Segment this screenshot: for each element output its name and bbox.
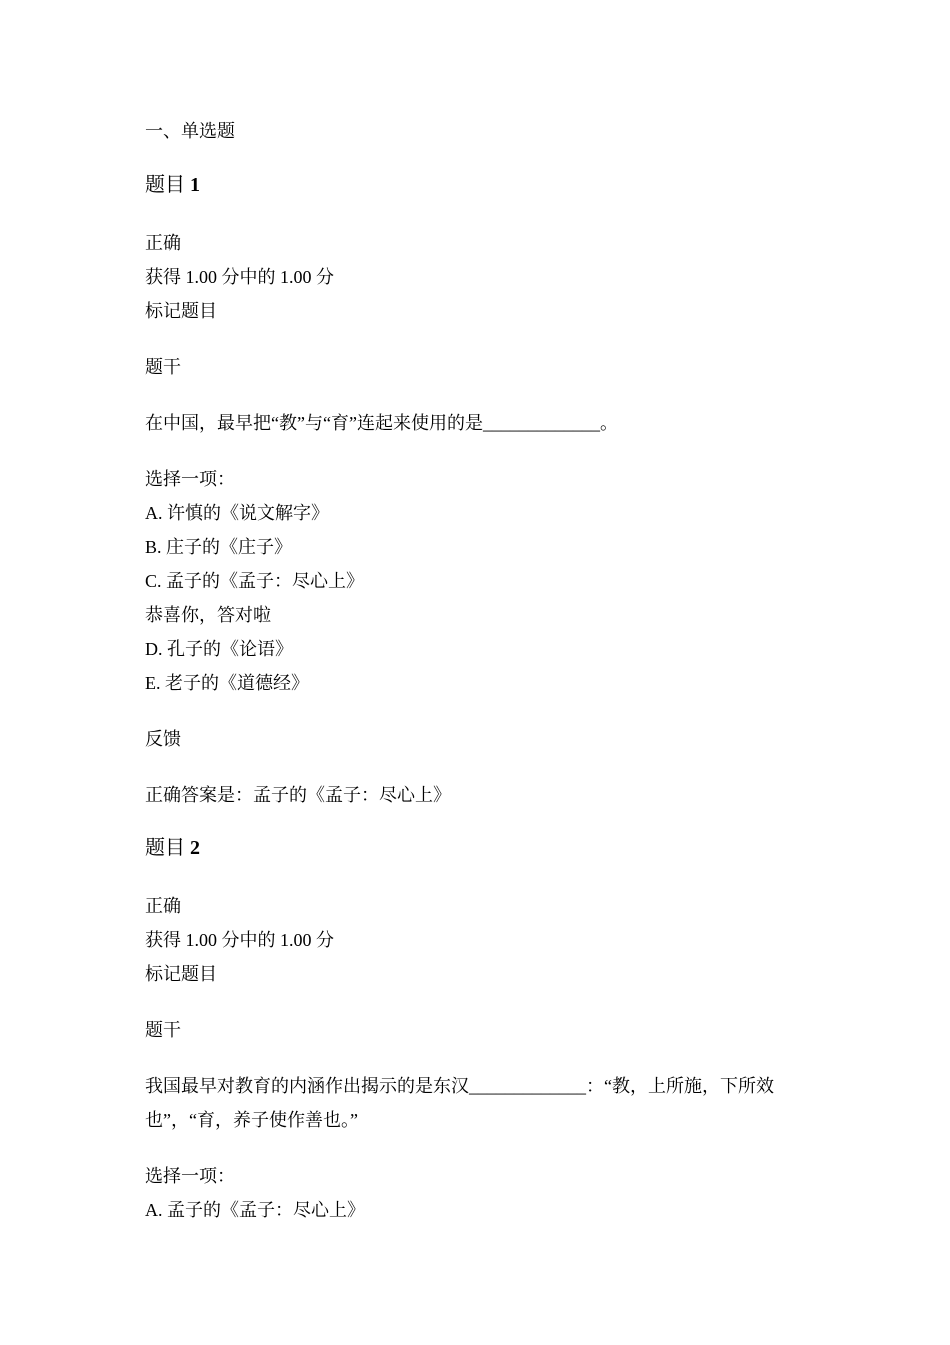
stem-label: 题干 <box>145 357 181 377</box>
choose-label: 选择一项： <box>145 1166 235 1186</box>
answer-option[interactable]: C. 孟子的《孟子：尽心上》 <box>145 571 365 591</box>
question-stem: 在中国，最早把“教”与“育”连起来使用的是_____________。 <box>145 413 618 433</box>
feedback-text: 正确答案是：孟子的《孟子：尽心上》 <box>145 785 451 805</box>
answer-option[interactable]: A. 许慎的《说文解字》 <box>145 503 329 523</box>
stem-label: 题干 <box>145 1020 181 1040</box>
question-title <box>145 836 200 860</box>
question-number: 1 <box>190 174 200 196</box>
answer-option[interactable]: B. 庄子的《庄子》 <box>145 537 293 557</box>
correct-message: 恭喜你，答对啦 <box>145 605 271 625</box>
question-title-prefix: 题目 <box>145 837 185 859</box>
question-number: 2 <box>190 837 200 859</box>
question-status: 正确 <box>145 233 181 253</box>
section-heading: 一、单选题 <box>145 121 235 141</box>
flag-question-link[interactable]: 标记题目 <box>145 301 217 321</box>
question-status: 正确 <box>145 896 181 916</box>
flag-question-link[interactable]: 标记题目 <box>145 964 217 984</box>
answer-option[interactable]: E. 老子的《道德经》 <box>145 673 309 693</box>
choose-label: 选择一项： <box>145 469 235 489</box>
feedback-label: 反馈 <box>145 729 181 749</box>
answer-option[interactable]: A. 孟子的《孟子：尽心上》 <box>145 1200 365 1220</box>
answer-option[interactable]: D. 孔子的《论语》 <box>145 639 293 659</box>
question-title-prefix: 题目 <box>145 174 185 196</box>
question-title <box>145 173 200 197</box>
question-stem: 我国最早对教育的内涵作出揭示的是东汉_____________：“教，上所施，下所效也”，“育，养子使作善也。” <box>145 1076 774 1130</box>
question-score: 获得 1.00 分中的 1.00 分 <box>145 267 334 287</box>
question-score: 获得 1.00 分中的 1.00 分 <box>145 930 334 950</box>
